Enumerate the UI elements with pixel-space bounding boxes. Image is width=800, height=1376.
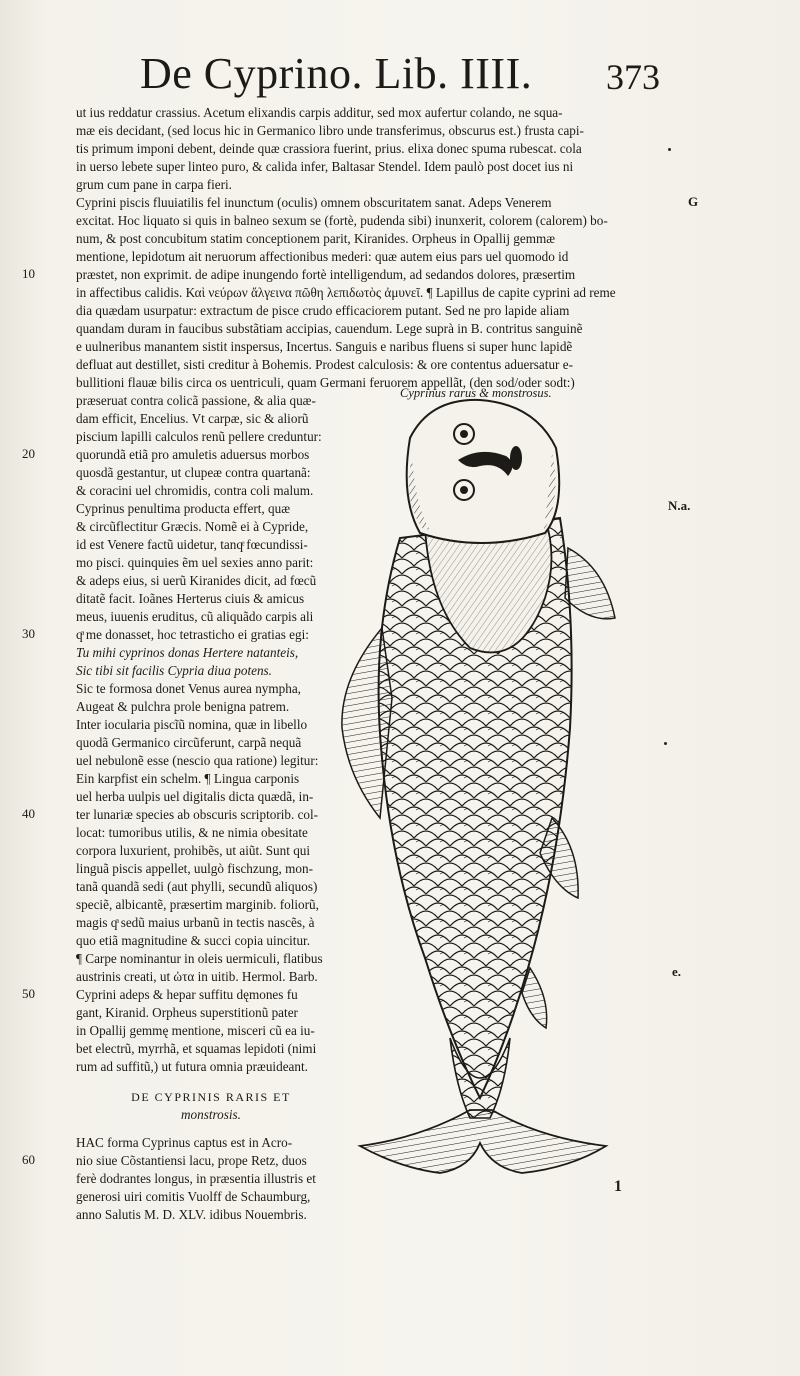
text-line: dam efficit, Encelius. Vt carpæ, sic & aliorũ — [76, 411, 309, 426]
text-line: grum cum pane in carpa fieri. — [76, 177, 232, 192]
text-line: Augeat & pulchra prole benigna patrem. — [76, 699, 290, 714]
section-heading: DE CYPRINIS RARIS ET — [131, 1090, 291, 1104]
line-number: 50 — [22, 986, 35, 1001]
text-line: Ein karpfist ein schelm. ¶ Lingua carponis — [76, 771, 300, 786]
verse-line: Sic tibi sit facilis Cypria diua potens. — [76, 663, 272, 678]
text-line: in Opallij gemmę mentione, misceri cũ ea iu- — [76, 1023, 315, 1038]
margin-dot — [664, 742, 667, 745]
section-subheading: monstrosis. — [181, 1107, 241, 1122]
text-line: mo pisci. quinquies ẽm uel sexies anno parit: — [76, 555, 314, 570]
text-line: e uulneribus manantem sistit inspersus, Incertus. Sanguis e naribus fluens si super hunc lapidẽ — [76, 339, 573, 354]
text-line: ditatẽ facit. Ioãnes Herterus ciuis & amicus — [76, 591, 305, 606]
fish-woodcut-illustration — [330, 398, 630, 1198]
text-line: quo etiã magnitudine & succi copia uincitur. — [76, 933, 311, 948]
margin-note: N.a. — [668, 498, 691, 513]
text-line: HAC forma Cyprinus captus est in Acro- — [76, 1135, 293, 1150]
line-number: 20 — [22, 446, 35, 461]
text-line: gant, Kiranid. Orpheus superstitionũ pater — [76, 1005, 298, 1020]
page-header — [140, 48, 660, 108]
text-line: excitat. Hoc liquato si quis in balneo sexum se (fortè, pudenda sibi) inunxerit, colorem (calorem) bo- — [76, 213, 608, 228]
text-line: Cyprini piscis fluuiatilis fel inunctum (oculis) omnem obscuritatem sanat. Adeps Venerem — [76, 195, 552, 210]
text-line: bet electrũ, myrrhã, et squamas lepidoti (nimi — [76, 1041, 317, 1056]
text-line: & coracini uel chromidis, contra coli malum. — [76, 483, 314, 498]
text-line: Cyprini adeps & hepar suffitu dęmones fu — [76, 987, 298, 1002]
page-number: 373 — [606, 57, 660, 97]
text-line: piscium lapilli calculos renũ pellere creduntur: — [76, 429, 322, 444]
line-number: 30 — [22, 626, 35, 641]
margin-dot — [668, 148, 671, 151]
text-line: & circũflectitur Græcis. Nomẽ ei à Cypride, — [76, 519, 309, 534]
text-line: magis qͣ sedũ maius urbanũ in tectis nascẽs, à — [76, 915, 315, 930]
text-line: præseruat contra colicã passione, & alia quæ- — [76, 393, 316, 408]
text-line: quorundã etiã pro amuletis aduersus morbos — [76, 447, 310, 462]
line-number: 10 — [22, 266, 35, 281]
line-number: 60 — [22, 1152, 35, 1167]
text-line: corpora luxurient, prohibẽs, ut aiũt. Sunt qui — [76, 843, 311, 858]
text-line: mæ eis decidant, (sed locus hic in Germanico libro unde transferimus, obscurus est.) frusta capi- — [76, 123, 584, 138]
text-line: mentione, lepidotum ait neruorum affectionibus mederi: quæ autem eius pars uel quomodo id — [76, 249, 569, 264]
text-line: quodã Germanico circũferunt, carpã nequã — [76, 735, 302, 750]
margin-note: G — [688, 194, 699, 209]
text-line: ¶ Carpe nominantur in oleis uermiculi, flatibus — [76, 951, 323, 966]
text-line: locat: tumoribus utilis, & ne nimia obesitate — [76, 825, 308, 840]
text-line: Cyprinus penultima producta effert, quæ — [76, 501, 291, 516]
tail-fin — [360, 1110, 606, 1173]
text-line: nio siue Cõstantiensi lacu, prope Retz, duos — [76, 1153, 307, 1168]
text-line: speciẽ, albicantẽ, præsertim marginib. foliorũ, — [76, 897, 319, 912]
text-line: uel nebulonẽ esse (nescio qua ratione) legitur: — [76, 753, 319, 768]
text-line: præstet, non exprimit. de adipe inungendo fortè intelligendum, ad sedandos dolores, præsertim — [76, 267, 576, 282]
text-line: num, & post concubitum statim conceptionem parit, Kiranides. Orpheus in Opallij gemmæ — [76, 231, 556, 246]
text-line: uel herba uulpis uel digitalis dicta quædã, in- — [76, 789, 314, 804]
text-line: meus, iuuenis eruditus, cũ aliquãdo carpis ali — [76, 609, 314, 624]
text-line: dia quædam usurpatur: extractum de pisce crudo efficaciorem putant. Sed ne pro lapide aliam — [76, 303, 570, 318]
text-line: ter lunariæ species ab obscuris scriptorib. col- — [76, 807, 319, 822]
text-line: Inter iocularia piscĩũ nomina, quæ in libello — [76, 717, 308, 732]
text-line: anno Salutis M. D. XLV. idibus Nouembris. — [76, 1207, 307, 1222]
signature-mark: 1 — [614, 1178, 622, 1195]
pectoral-fin — [565, 548, 615, 619]
text-line: ferè dodrantes longus, in præsentia illustris et — [76, 1171, 316, 1186]
verse-line: Tu mihi cyprinos donas Hertere natanteis, — [76, 645, 299, 660]
text-line: in affectibus calidis. Καὶ νεύρων ἄλγεινα πῶθη λεπιδωτὸς ἀμυνεῖ. ¶ Lapillus de capite cyprini ad reme — [76, 285, 616, 300]
running-title: De Cyprino. Lib. IIII. — [140, 49, 533, 98]
text-line: & adeps eius, si uerũ Kiranides dicit, ad fœcũ — [76, 573, 317, 588]
text-line: tis primum imponi debent, deinde quæ crassiora fuerint, prius. elixa donec spuma rubescat. cola — [76, 141, 582, 156]
text-line: Sic te formosa donet Venus aurea nympha, — [76, 681, 301, 696]
text-line: austrinis creati, ut ὠτα in uitib. Hermol. Barb. — [76, 969, 318, 984]
text-line: ut ius reddatur crassius. Acetum elixandis carpis additur, sed mox aufertur colando, ne squa- — [76, 105, 563, 120]
line-number: 40 — [22, 806, 35, 821]
text-line: rum ad suffitũ,) ut futura omnia præuideant. — [76, 1059, 308, 1074]
text-line: defluat aut destillet, sisti creditur à Bohemis. Prodest calculosis: & ore contentus aduersatur e- — [76, 357, 573, 372]
text-line: in uerso lebete super linteo puro, & calida infer, Baltasar Stendel. Idem paulò post docet ius ni — [76, 159, 574, 174]
text-line: id est Venere factũ uidetur, tanqͤ fœcundissi- — [76, 537, 308, 552]
margin-note: e. — [672, 964, 682, 979]
text-line: quandam duram in faucibus substãtiam accipias, cauendum. Lege suprà in B. contritus sanguinẽ — [76, 321, 583, 336]
text-line: bullitioni flauæ bilis circa os uentriculi, quam Germani feruorem appellãt, (den sod/oder sodt:) — [76, 375, 575, 390]
text-line: generosi uiri comitis Vuolff de Schaumburg, — [76, 1189, 311, 1204]
text-line: tanã quandã sedi (aut phylli, secundũ aliquos) — [76, 879, 318, 894]
text-line: linguã piscis appellet, uulgò fischzung, mon- — [76, 861, 313, 876]
figure-caption: Cyprinus rarus & monstrosus. — [400, 386, 552, 400]
text-line: qͣ me donasset, hoc tetrasticho ei gratias egi: — [76, 627, 309, 642]
text-line: quosdã gestantur, ut clupeæ contra quartanã: — [76, 465, 311, 480]
fish-head — [407, 400, 560, 543]
